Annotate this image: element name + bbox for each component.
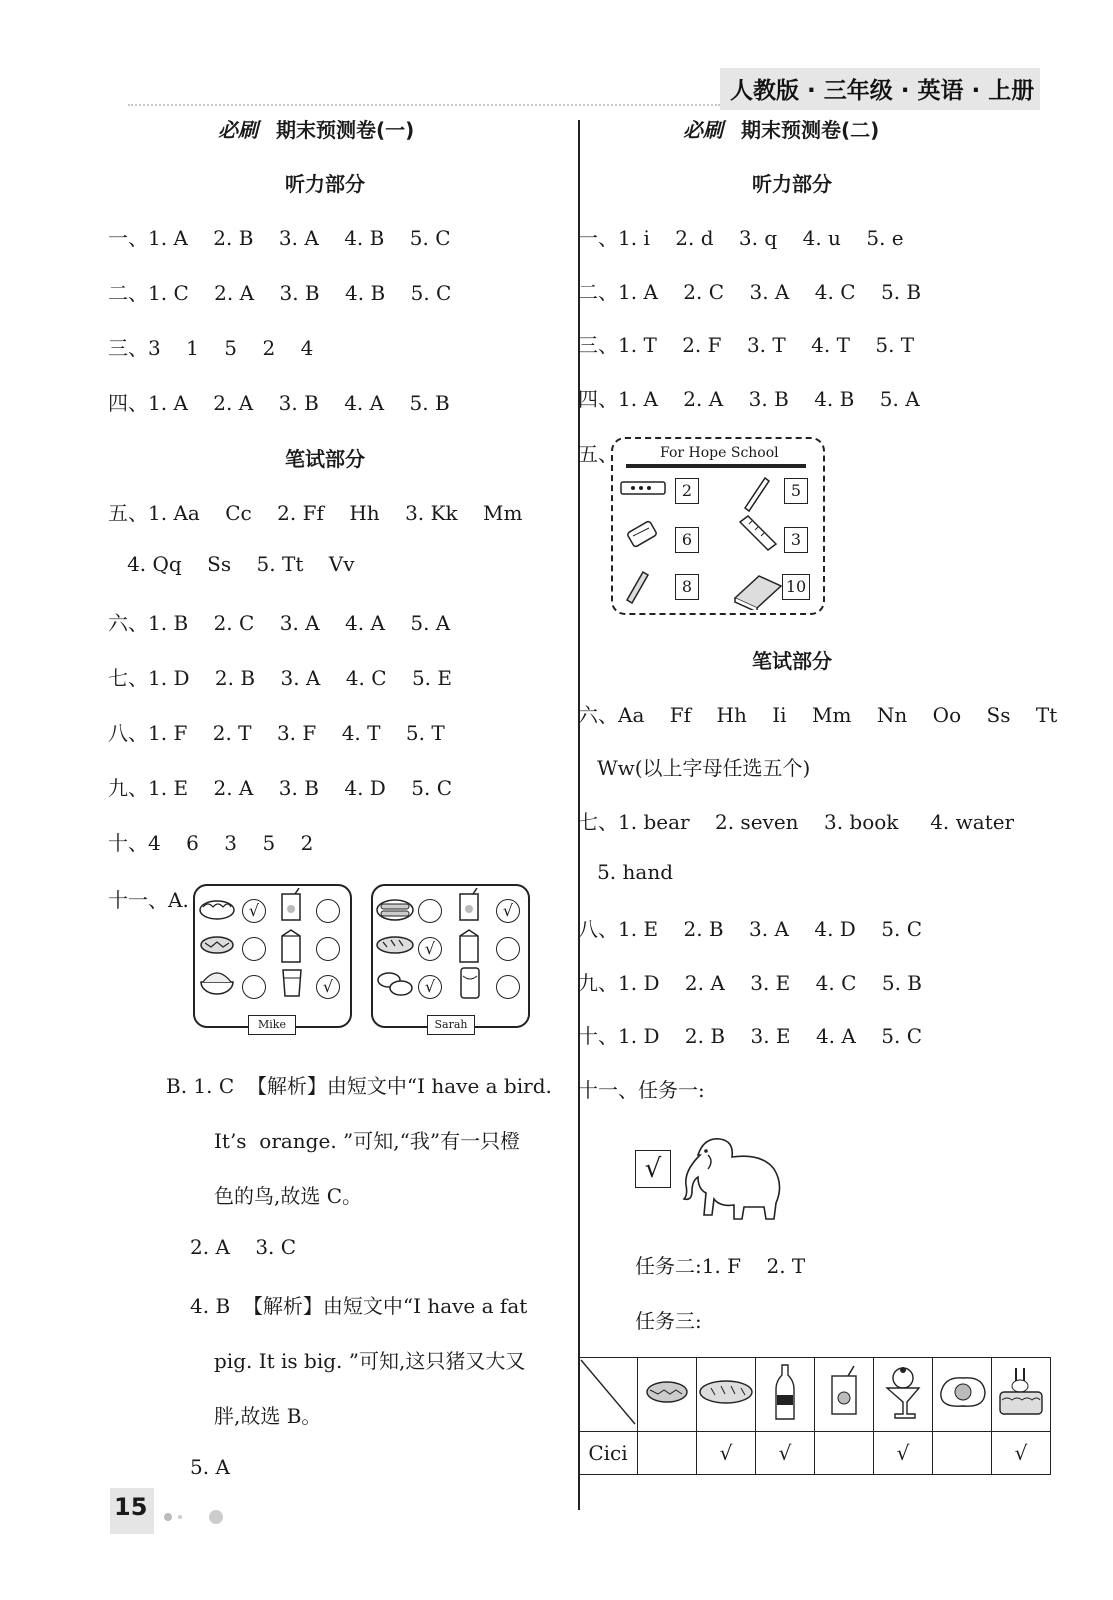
eggs-icon (378, 973, 412, 995)
check-cell (815, 1432, 874, 1475)
b-answer-line: 色的鸟,故选 C。 (214, 1184, 363, 1208)
egg-icon (935, 1370, 989, 1414)
b-answer-line: pig. It is big. ”可知,这只猪又大又 (214, 1349, 526, 1373)
sarah-juice-choice: √ (496, 899, 520, 923)
right-answer-line: 二、1. A 2. C 3. A 4. C 5. B (578, 280, 922, 304)
left-exam-title (218, 114, 414, 143)
book-count: 10 (782, 574, 810, 600)
cola-icon (770, 1361, 800, 1423)
left-answer-line: 七、1. D 2. B 3. A 4. C 5. E (108, 666, 452, 690)
table-corner-cell (579, 1358, 638, 1432)
milk-carton-icon (282, 930, 300, 962)
ruler-icon (740, 516, 776, 550)
juice-box-icon (282, 888, 300, 920)
sarah-sausage-choice (418, 899, 442, 923)
juice-cell (815, 1358, 874, 1432)
b-answer-line: It’s orange. ”可知,“我”有一只橙 (214, 1129, 521, 1153)
school-label-bar (626, 464, 806, 468)
eraser-icon (627, 521, 658, 548)
check-cell: √ (756, 1432, 815, 1475)
mike-rice-choice (242, 975, 266, 999)
juice-icon (824, 1364, 864, 1420)
sausages-icon (377, 900, 413, 920)
task1-checkbox: √ (635, 1150, 671, 1188)
meat-icon (201, 937, 233, 953)
check-cell: √ (992, 1432, 1051, 1475)
pencil-box-count: 2 (675, 478, 699, 504)
fish-icon (640, 1372, 694, 1412)
left-writing-title: 笔试部分 (285, 447, 365, 471)
left-answer-line: 五、1. Aa Cc 2. Ff Hh 3. Kk Mm (108, 501, 523, 525)
mike-noodles-choice: √ (242, 899, 266, 923)
left-exam-title-text: 期末预测卷(一) (276, 118, 415, 142)
header-title: 人教版 · 三年级 · 英语 · 上册 (730, 78, 1035, 104)
right-answer-line: 十、1. D 2. B 3. E 4. A 5. C (578, 1024, 922, 1048)
milk-carton-icon (460, 930, 478, 962)
check-cell (638, 1432, 697, 1475)
left-answer-line: 四、1. A 2. A 3. B 4. A 5. B (108, 391, 450, 415)
elephant-icon (668, 1125, 788, 1225)
left-answer-line: 九、1. E 2. A 3. B 4. D 5. C (108, 776, 452, 800)
task3-label: 任务三: (635, 1309, 702, 1333)
bread-icon (697, 1372, 755, 1412)
food-check-table (578, 1357, 1051, 1475)
cola-cell (756, 1358, 815, 1432)
right-listening-title: 听力部分 (752, 172, 832, 196)
right-answer-line: 七、1. bear 2. seven 3. book 4. water (578, 810, 1015, 834)
right-answer-line: 四、1. A 2. A 3. B 4. B 5. A (578, 387, 920, 411)
right-answer-line: 九、1. D 2. A 3. E 4. C 5. B (578, 971, 922, 995)
left-answer-line: 三、3 1 5 2 4 (108, 336, 314, 360)
diagonal-line (579, 1358, 637, 1426)
left-answer-line: 二、1. C 2. A 3. B 4. B 5. C (108, 281, 452, 305)
right-answer-line: 六、Aa Ff Hh Ii Mm Nn Oo Ss Tt (578, 703, 1058, 727)
mike-nametag: Mike (248, 1015, 296, 1035)
cola-can-icon (461, 968, 479, 998)
check-cell: √ (697, 1432, 756, 1475)
crayon-icon (627, 572, 648, 603)
bishua-logo: 必刷 (218, 118, 258, 142)
mike-meat-choice (242, 937, 266, 961)
mike-water-choice: √ (316, 975, 340, 999)
sarah-egg-choice: √ (418, 975, 442, 999)
right-answer-line: Ww(以上字母任选五个) (578, 756, 811, 780)
b-answer-line: 5. A (190, 1455, 230, 1479)
task2-line: 任务二:1. F 2. T (635, 1254, 806, 1278)
right-answer-line: 一、1. i 2. d 3. q 4. u 5. e (578, 226, 904, 250)
header-rule (128, 104, 720, 106)
right-exam-title (683, 114, 879, 143)
b-answer-line: B. 1. C 【解析】由短文中“I have a bird. (166, 1074, 552, 1098)
row-label-cici: Cici (579, 1432, 638, 1475)
juice-box-icon (460, 888, 478, 920)
ice-cream-icon (881, 1362, 925, 1422)
bread-cell (697, 1358, 756, 1432)
school-label: For Hope School (660, 445, 779, 461)
b-answer-line: 2. A 3. C (190, 1235, 297, 1259)
fish-cell (638, 1358, 697, 1432)
water-glass-icon (283, 970, 301, 996)
rice-icon (201, 973, 233, 994)
cake-cell (992, 1358, 1051, 1432)
check-cell: √ (874, 1432, 933, 1475)
b-answer-line: 胖,故选 B。 (214, 1404, 322, 1428)
sarah-bread-choice: √ (418, 937, 442, 961)
bread-icon (377, 937, 413, 953)
ruler-count: 3 (784, 527, 808, 553)
mike-juice-choice (316, 899, 340, 923)
right-answer-line: 5. hand (578, 860, 673, 884)
book-icon (735, 576, 781, 610)
right-exam-title-text: 期末预测卷(二) (741, 118, 880, 142)
sarah-milk-choice (496, 937, 520, 961)
left-answer-line: 一、1. A 2. B 3. A 4. B 5. C (108, 226, 451, 250)
mike-milk-choice (316, 937, 340, 961)
left-listening-title: 听力部分 (285, 172, 365, 196)
page-decoration-dots-icon (160, 1505, 240, 1529)
pen-icon (745, 478, 769, 511)
left-answer-line: 六、1. B 2. C 3. A 4. A 5. A (108, 611, 451, 635)
q11-label: 十一、A. (108, 888, 189, 912)
egg-cell (933, 1358, 992, 1432)
crayon-count: 8 (675, 574, 699, 600)
right-writing-title: 笔试部分 (752, 649, 832, 673)
page-number: 15 (114, 1493, 148, 1521)
b-answer-line: 4. B 【解析】由短文中“I have a fat (190, 1294, 528, 1318)
ice-cream-cell (874, 1358, 933, 1432)
cake-icon (994, 1362, 1048, 1422)
pencil-box-icon (621, 482, 665, 494)
right-answer-line: 三、1. T 2. F 3. T 4. T 5. T (578, 333, 915, 357)
left-answer-line: 十、4 6 3 5 2 (108, 831, 314, 855)
left-answer-line: 八、1. F 2. T 3. F 4. T 5. T (108, 721, 445, 745)
right-answer-line: 十一、任务一: (578, 1078, 705, 1102)
check-cell (933, 1432, 992, 1475)
pen-count: 5 (784, 478, 808, 504)
sarah-nametag: Sarah (427, 1015, 475, 1035)
left-answer-line: 4. Qq Ss 5. Tt Vv (108, 552, 355, 576)
q5-label: 五、 (578, 442, 618, 466)
noodles-icon (200, 901, 234, 919)
eraser-count: 6 (675, 527, 699, 553)
bishua-logo: 必刷 (683, 118, 723, 142)
sarah-cola-choice (496, 975, 520, 999)
right-answer-line: 八、1. E 2. B 3. A 4. D 5. C (578, 917, 922, 941)
